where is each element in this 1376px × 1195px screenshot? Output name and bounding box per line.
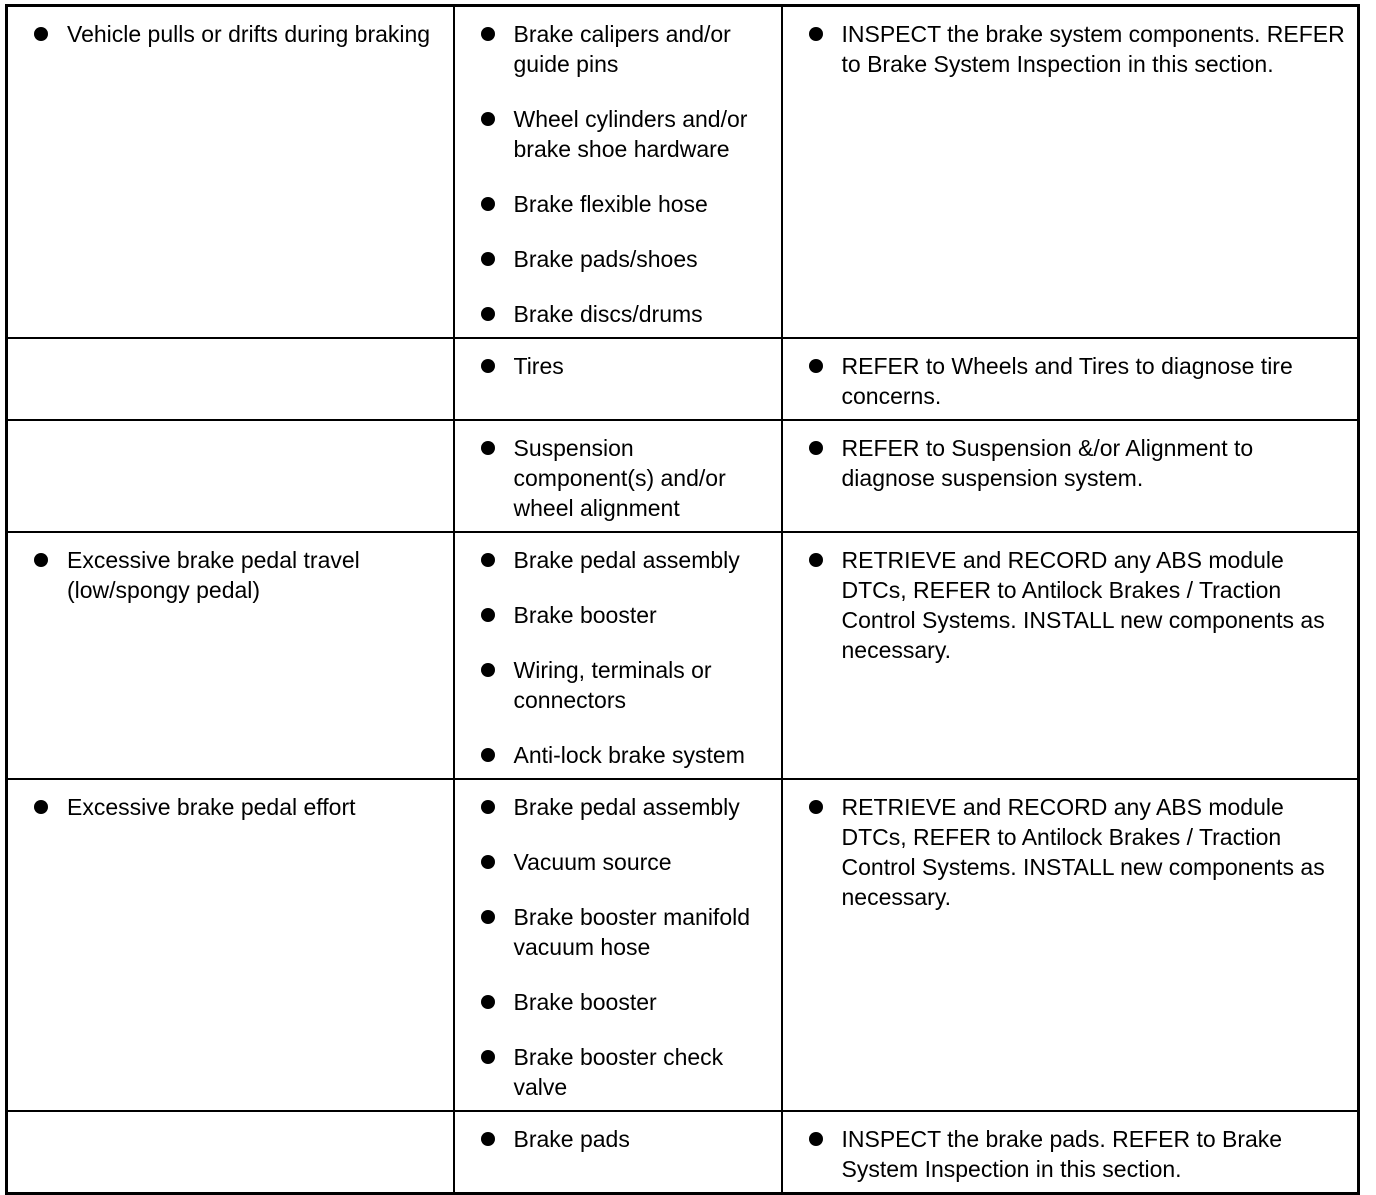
source-cell [454, 420, 782, 532]
list-item [481, 1042, 771, 1102]
list-item [481, 987, 771, 1017]
bullet-icon [481, 553, 495, 567]
action-cell [782, 6, 1359, 339]
action-text: RETRIEVE and RECORD any ABS module DTCs, REFER to Antilock Brakes / Traction Control Systems. INSTALL new components as necessary. [841, 547, 1325, 663]
list-item [481, 847, 771, 877]
bullet-icon [34, 800, 48, 814]
diagnosis-table-body [7, 6, 1359, 1194]
source-text: Brake booster manifold vacuum hose [513, 904, 751, 960]
diagnosis-table [5, 4, 1360, 1195]
list-item [809, 351, 1348, 411]
bullet-list [809, 351, 1348, 411]
source-text: Brake pads/shoes [513, 246, 698, 272]
list-item [34, 792, 443, 822]
list-item [809, 1124, 1348, 1184]
bullet-icon [481, 1132, 495, 1146]
bullet-icon [481, 1050, 495, 1064]
bullet-icon [481, 112, 495, 126]
list-item [481, 189, 771, 219]
bullet-icon [481, 197, 495, 211]
action-text: INSPECT the brake pads. REFER to Brake System Inspection in this section. [841, 1126, 1283, 1182]
list-item [481, 351, 771, 381]
source-text: Brake booster [513, 989, 657, 1015]
symptom-cell [7, 1111, 454, 1194]
bullet-icon [481, 800, 495, 814]
source-text: Wiring, terminals or connectors [513, 657, 712, 713]
source-text: Suspension component(s) and/or wheel alignment [513, 435, 726, 521]
bullet-list [34, 19, 443, 49]
source-cell [454, 6, 782, 339]
list-item [481, 600, 771, 630]
bullet-icon [809, 27, 823, 41]
symptom-text: Excessive brake pedal effort [67, 794, 356, 820]
list-item [481, 244, 771, 274]
list-item [809, 545, 1348, 665]
bullet-icon [34, 553, 48, 567]
bullet-list [809, 545, 1348, 665]
bullet-list [481, 545, 771, 770]
symptom-cell [7, 338, 454, 420]
bullet-icon [809, 359, 823, 373]
source-text: Wheel cylinders and/or brake shoe hardware [513, 106, 748, 162]
bullet-list [481, 351, 771, 381]
bullet-list [481, 19, 771, 329]
action-text: REFER to Suspension &/or Alignment to diagnose suspension system. [841, 435, 1254, 491]
list-item [481, 740, 771, 770]
bullet-list [481, 792, 771, 1102]
source-text: Anti-lock brake system [513, 742, 745, 768]
bullet-icon [481, 663, 495, 677]
list-item [34, 19, 443, 49]
bullet-icon [481, 910, 495, 924]
source-text: Brake pads [513, 1126, 630, 1152]
symptom-cell [7, 420, 454, 532]
list-item [481, 545, 771, 575]
symptom-text: Excessive brake pedal travel (low/spongy pedal) [67, 547, 360, 603]
source-text: Brake flexible hose [513, 191, 708, 217]
bullet-icon [809, 553, 823, 567]
source-cell [454, 1111, 782, 1194]
source-cell [454, 532, 782, 779]
list-item [481, 104, 771, 164]
bullet-icon [481, 995, 495, 1009]
action-text: RETRIEVE and RECORD any ABS module DTCs, REFER to Antilock Brakes / Traction Control Systems. INSTALL new components as necessary. [841, 794, 1325, 910]
bullet-list [481, 433, 771, 523]
bullet-icon [809, 441, 823, 455]
symptom-text: Vehicle pulls or drifts during braking [67, 21, 431, 47]
table-row [7, 420, 1359, 532]
symptom-cell [7, 532, 454, 779]
list-item [481, 655, 771, 715]
action-text: INSPECT the brake system components. REFER to Brake System Inspection in this section. [841, 21, 1345, 77]
table-row [7, 779, 1359, 1111]
bullet-icon [481, 855, 495, 869]
list-item [481, 433, 771, 523]
action-cell [782, 1111, 1359, 1194]
list-item [34, 545, 443, 605]
source-text: Brake booster [513, 602, 657, 628]
list-item [809, 19, 1348, 79]
bullet-icon [481, 441, 495, 455]
table-row [7, 532, 1359, 779]
source-text: Brake booster check valve [513, 1044, 724, 1100]
source-text: Brake calipers and/or guide pins [513, 21, 731, 77]
list-item [481, 299, 771, 329]
bullet-list [809, 792, 1348, 912]
bullet-icon [809, 1132, 823, 1146]
bullet-icon [481, 252, 495, 266]
bullet-icon [481, 608, 495, 622]
list-item [481, 792, 771, 822]
list-item [481, 1124, 771, 1154]
source-cell [454, 779, 782, 1111]
bullet-icon [809, 800, 823, 814]
action-cell [782, 420, 1359, 532]
bullet-list [809, 433, 1348, 493]
bullet-icon [481, 307, 495, 321]
list-item [809, 792, 1348, 912]
source-text: Tires [513, 353, 564, 379]
table-row [7, 6, 1359, 339]
list-item [481, 902, 771, 962]
bullet-icon [481, 359, 495, 373]
source-text: Vacuum source [513, 849, 672, 875]
bullet-icon [34, 27, 48, 41]
table-row [7, 338, 1359, 420]
action-cell [782, 338, 1359, 420]
list-item [809, 433, 1348, 493]
source-text: Brake discs/drums [513, 301, 703, 327]
action-cell [782, 532, 1359, 779]
list-item [481, 19, 771, 79]
bullet-icon [481, 27, 495, 41]
action-text: REFER to Wheels and Tires to diagnose tire concerns. [841, 353, 1293, 409]
bullet-list [809, 1124, 1348, 1184]
bullet-list [481, 1124, 771, 1154]
bullet-list [809, 19, 1348, 79]
source-cell [454, 338, 782, 420]
bullet-list [34, 545, 443, 605]
table-row [7, 1111, 1359, 1194]
symptom-cell [7, 6, 454, 339]
bullet-list [34, 792, 443, 822]
source-text: Brake pedal assembly [513, 547, 740, 573]
action-cell [782, 779, 1359, 1111]
source-text: Brake pedal assembly [513, 794, 740, 820]
symptom-cell [7, 779, 454, 1111]
bullet-icon [481, 748, 495, 762]
